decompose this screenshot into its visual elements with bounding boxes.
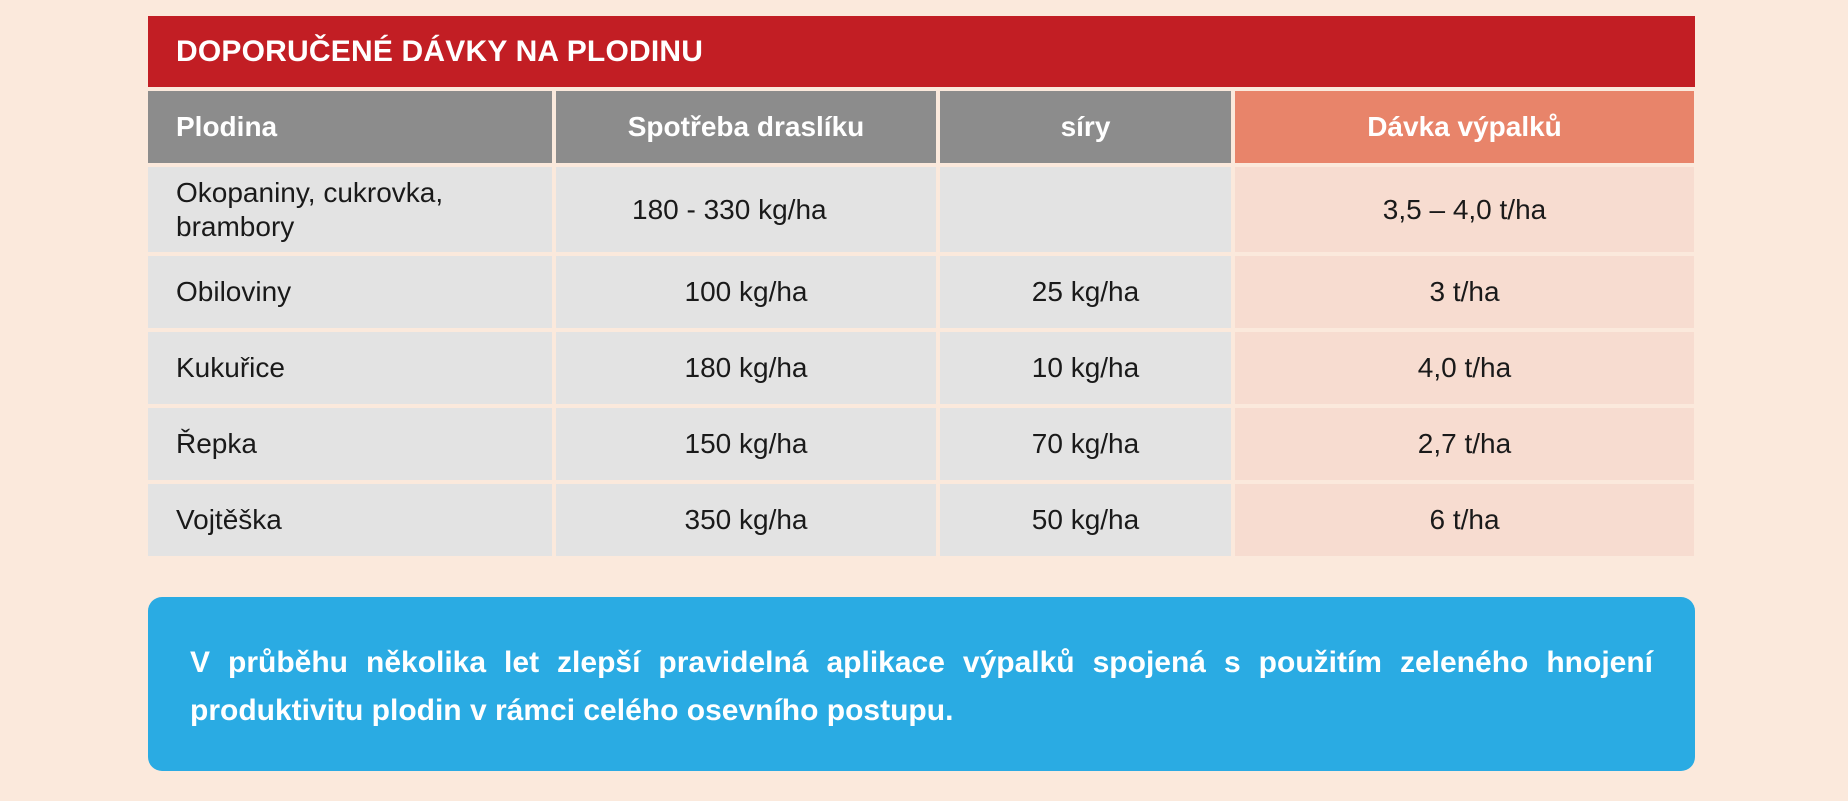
table-cell-dose: 3,5 – 4,0 t/ha (1235, 167, 1694, 252)
info-note-text: V průběhu několika let zlepší pravidelná aplikace výpalků spojená s použitím zeleného hnojení produktivitu plodin v rámci celého osevního postupu. (190, 646, 1653, 727)
table-cell-potassium: 350 kg/ha (556, 484, 936, 556)
table-cell-crop: Kukuřice (148, 332, 552, 404)
table-cell-crop: Vojtěška (148, 484, 552, 556)
table-title-bar (148, 16, 1695, 87)
header-dose: Dávka výpalků (1235, 91, 1694, 163)
table-cell-sulfur (940, 167, 1231, 252)
table-cell-sulfur: 50 kg/ha (940, 484, 1231, 556)
dose-table-card (148, 16, 1695, 556)
header-crop: Plodina (148, 91, 552, 163)
table-cell-crop: Obiloviny (148, 256, 552, 328)
table-cell-dose: 6 t/ha (1235, 484, 1694, 556)
table-cell-sulfur: 70 kg/ha (940, 408, 1231, 480)
table-cell-dose: 4,0 t/ha (1235, 332, 1694, 404)
table-cell-sulfur: 25 kg/ha (940, 256, 1231, 328)
table-title: DOPORUČENÉ DÁVKY NA PLODINU (176, 34, 704, 68)
header-potassium: Spotřeba draslíku (556, 91, 936, 163)
info-note-box (148, 597, 1695, 771)
table-cell-crop: Řepka (148, 408, 552, 480)
dose-table (148, 91, 1695, 556)
header-sulfur: síry (940, 91, 1231, 163)
table-cell-crop: Okopaniny, cukrovka, brambory (148, 167, 552, 252)
table-cell-dose: 3 t/ha (1235, 256, 1694, 328)
table-cell-potassium: 180 kg/ha (556, 332, 936, 404)
table-cell-sulfur: 10 kg/ha (940, 332, 1231, 404)
table-cell-potassium: 100 kg/ha (556, 256, 936, 328)
table-cell-potassium: 180 - 330 kg/ha (556, 167, 936, 252)
table-cell-dose: 2,7 t/ha (1235, 408, 1694, 480)
table-cell-potassium: 150 kg/ha (556, 408, 936, 480)
